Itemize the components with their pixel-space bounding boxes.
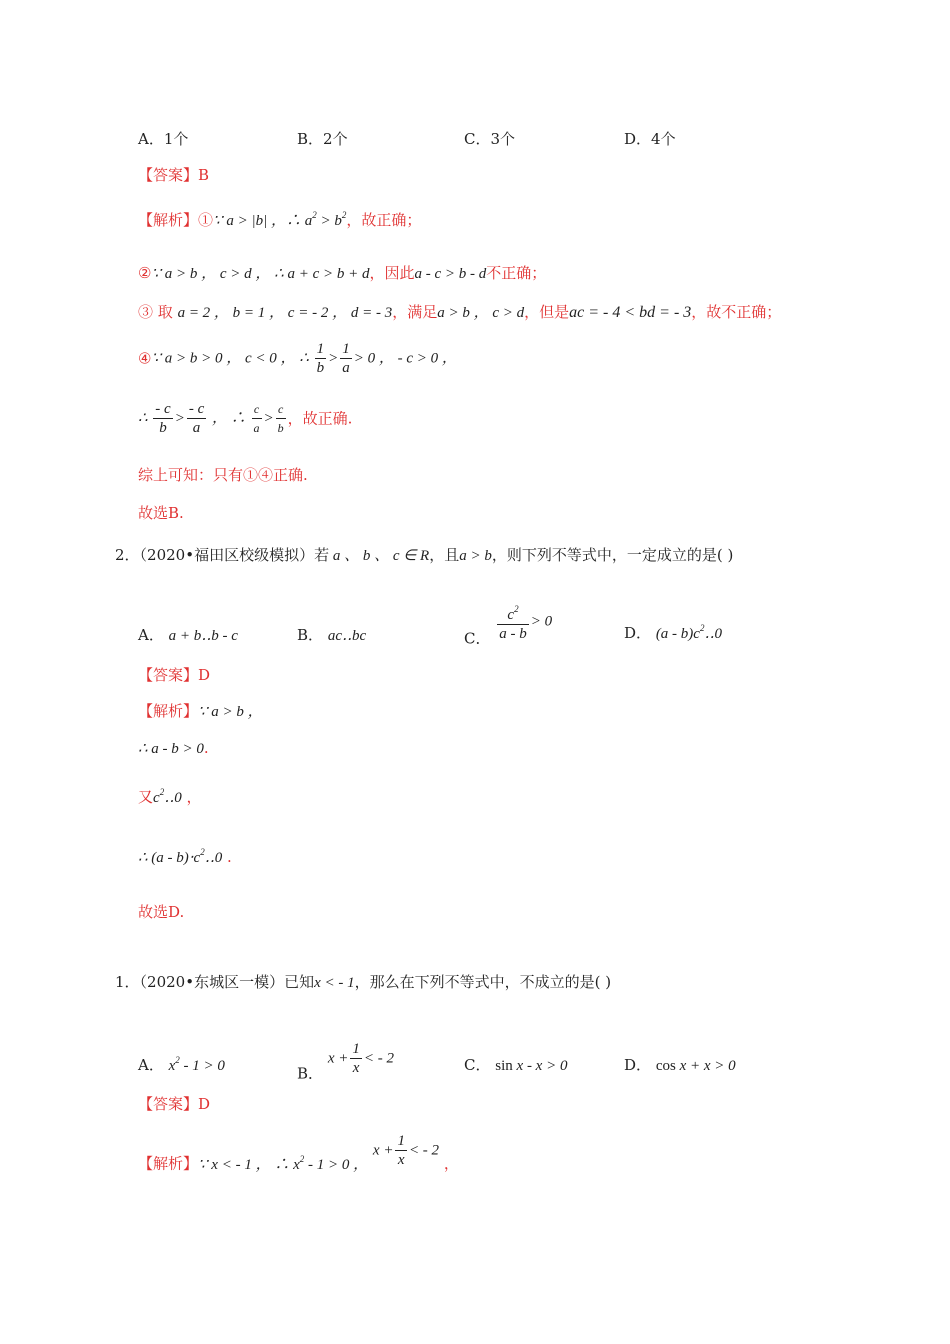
answer-value: D xyxy=(198,1095,211,1113)
q2-analysis-4: ∴ $(a - b)\cdot c^2‥0$ . xyxy=(138,847,232,866)
fraction: $\frac{c}{b}$ xyxy=(277,402,284,435)
question-1-stem xyxy=(115,972,611,993)
answer-tag: 【答案】 xyxy=(138,166,199,184)
q2-option-b: B． ac‥bc xyxy=(297,626,367,644)
option-b: B．2个 xyxy=(297,130,348,148)
answer-tag: 【答案】 xyxy=(138,1095,199,1113)
answer-line xyxy=(138,165,209,185)
fraction: $\frac{- c}{b}$ xyxy=(155,401,171,436)
step-text: 又 xyxy=(138,788,154,806)
answer-tag: 【答案】 xyxy=(138,666,199,684)
circled-1: ① xyxy=(198,211,214,229)
question-text: ，那么在下列不等式中，不成立的是 xyxy=(354,973,595,991)
analysis-tag: 【解析】 xyxy=(138,211,199,229)
q2-option-d: D． $(a - b)c^2‥0$ xyxy=(624,623,722,642)
answer-blank: ( ) xyxy=(716,546,734,564)
math-expr: a > b ， c > d xyxy=(437,305,525,321)
math-expr: a = 2 ， b = 1 ， c = - 2 ， d = - 3 xyxy=(177,305,393,321)
step-text: ，因此 xyxy=(369,264,415,282)
answer-value: B xyxy=(198,166,210,184)
math-expr: ∵ a > b > 0 ， c < 0 ， ∴ xyxy=(151,350,313,367)
question-text: ，且 xyxy=(429,546,460,564)
q1-option-c: C． sin x - x > 0 xyxy=(464,1056,568,1074)
summary-line: 综上可知：只有①④正确. xyxy=(138,466,308,484)
math-expr: a 、 b 、 c ∈ R xyxy=(329,548,430,564)
question-2-stem xyxy=(115,545,733,566)
math-expr: ∵ a > b ， c > d ， ∴ a + c > b + d xyxy=(151,266,370,282)
q2-analysis-1: 【解析】∵ a > b ， xyxy=(138,702,263,720)
q2-analysis-3: 又$c^2‥0$ ， xyxy=(138,787,202,806)
fraction: $\frac{- c}{a}$ xyxy=(188,401,205,436)
q2-option-c: C． $\frac{c^2}{a - b}$ > 0 xyxy=(464,600,552,648)
fraction: $\frac{1}{b}$ xyxy=(316,341,325,376)
math-expr: ac = - 4 < bd = - 3 xyxy=(569,304,692,321)
step-text: ，故正确； xyxy=(346,211,422,229)
option-c: C．3个 xyxy=(464,130,516,148)
analysis-step-1 xyxy=(138,205,421,231)
answer-blank: ( ) xyxy=(594,973,612,991)
question-text: （2020•东城区一模）已知 xyxy=(139,973,315,991)
step-text: ，故正确. xyxy=(287,409,353,428)
step-text: 不正确； xyxy=(486,264,547,282)
q2-option-a: A． a + b‥b - c xyxy=(138,626,238,644)
analysis-step-3 xyxy=(138,302,781,323)
conclusion-line: 故选B. xyxy=(138,504,184,522)
q1-analysis-1: 【解析】∵ x < - 1 ， ∴ $x^2 - 1 > 0$ ， x + $\frac{1}{x}$ < - 2 ， xyxy=(138,1133,459,1173)
step-text: ③ 取 xyxy=(138,303,173,321)
answer-value: D xyxy=(198,666,211,684)
circled-4: ④ xyxy=(138,349,152,368)
fraction: $\frac{1}{a}$ xyxy=(342,341,350,376)
math-expr: x < - 1 xyxy=(314,975,355,991)
circled-2: ② xyxy=(138,264,152,282)
math-expr: a > b xyxy=(459,548,492,564)
step-text: ，故不正确； xyxy=(691,303,782,321)
q1-option-a: A． $x^2 - 1 > 0$ xyxy=(138,1055,225,1074)
question-text: （2020•福田区校级模拟）若 xyxy=(139,546,330,564)
question-number: 2． xyxy=(115,546,140,564)
analysis-tag: 【解析】 xyxy=(138,702,199,720)
q1-option-b: B． x + $\frac{1}{x}$ < - 2 xyxy=(297,1041,394,1083)
analysis-step-5: ∴ $\frac{- c}{b}$ > $\frac{- c}{a}$ ， ∴ $\frac{c}{a}$ > $\frac{c}{b}$ ，故正确. xyxy=(138,401,353,436)
step-text: ，满足 xyxy=(392,303,438,321)
analysis-step-2 xyxy=(138,263,546,284)
option-d: D．4个 xyxy=(624,130,676,148)
question-number: 1． xyxy=(115,973,140,991)
analysis-tag: 【解析】 xyxy=(138,1154,199,1173)
q2-answer-line xyxy=(138,665,210,685)
step-text: ，但是 xyxy=(524,303,570,321)
analysis-step-4: ④∵ a > b > 0 ， c < 0 ， ∴ $\frac{1}{b}$ > $\frac{1}{a}$ > 0 ， - c > 0 ， xyxy=(138,341,457,376)
q2-analysis-2: ∴ a - b > 0. xyxy=(138,739,209,757)
q2-conclusion: 故选D. xyxy=(138,903,185,921)
fraction: $\frac{c}{a}$ xyxy=(253,402,260,435)
option-a: A．1个 xyxy=(138,130,189,148)
question-text: ，则下列不等式中，一定成立的是 xyxy=(491,546,717,564)
q1-option-d: D． cos x + x > 0 xyxy=(624,1056,736,1074)
math-expr: ∵ a > |b| ，∴ $a^2 > b^2$ xyxy=(213,210,347,229)
math-expr: a - c > b - d xyxy=(414,266,487,282)
q1-answer-line xyxy=(138,1094,210,1114)
